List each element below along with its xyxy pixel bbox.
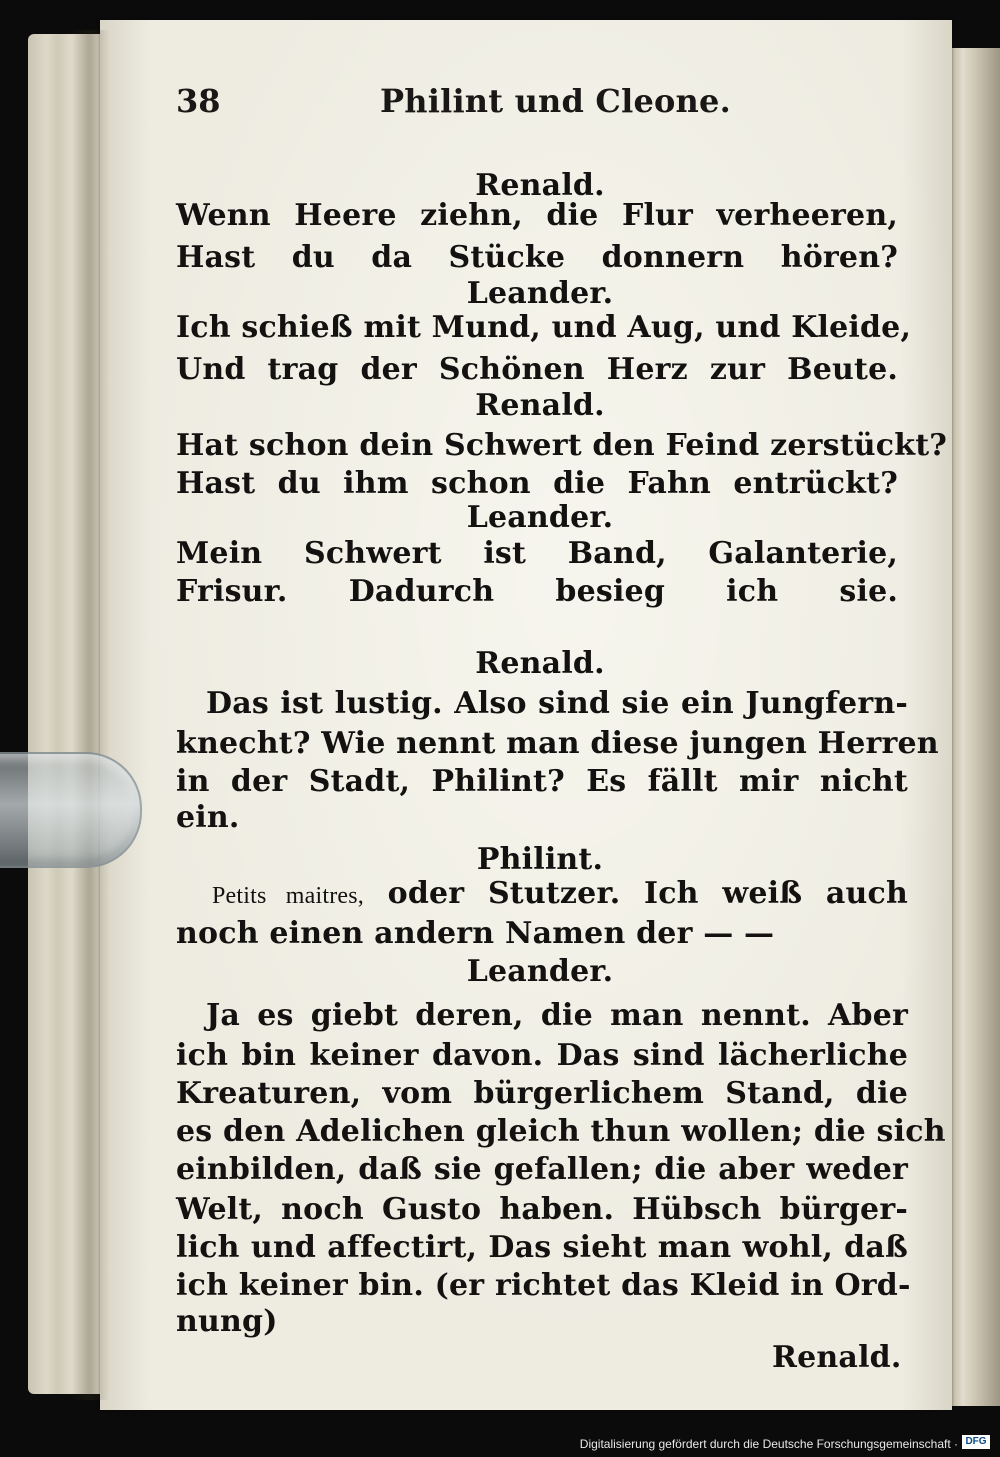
prose-line: knecht? Wie nennt man diese jungen Herren xyxy=(176,726,939,761)
prose-line: ein. xyxy=(176,800,240,835)
verse-line: Hast du da Stücke donnern hören? xyxy=(176,240,898,275)
prose-line: in der Stadt, Philint? Es fällt mir nicht xyxy=(176,764,908,799)
verse-line: Mein Schwert ist Band, Galanterie, xyxy=(176,536,898,571)
prose-line: noch einen andern Namen der — — xyxy=(176,916,775,951)
verse-line: Wenn Heere ziehn, die Flur verheeren, xyxy=(176,198,898,233)
prose-line xyxy=(212,876,908,912)
prose-line: Welt, noch Gusto haben. Hübsch bürger- xyxy=(176,1192,908,1227)
antiqua-phrase: Petits maitres, xyxy=(212,883,364,909)
funding-note: Digitalisierung gefördert durch die Deutsche Forschungsgemeinschaft · xyxy=(579,1437,958,1451)
speaker-name: Renald. xyxy=(475,388,605,423)
prose-line: ich keiner bin. (er richtet das Kleid in Ord- xyxy=(176,1268,911,1303)
speaker-name: Renald. xyxy=(475,646,605,681)
prose-line: nung) xyxy=(176,1304,278,1339)
speaker-name: Leander. xyxy=(466,500,614,535)
running-title: Philint und Cleone. xyxy=(380,82,731,120)
speaker-name: Leander. xyxy=(466,276,614,311)
speaker-name: Renald. xyxy=(475,168,605,203)
prose-line: ich bin keiner davon. Das sind lächerliche xyxy=(176,1038,908,1073)
prose-line: es den Adelichen gleich thun wollen; die sich xyxy=(176,1114,946,1149)
speaker-name: Philint. xyxy=(476,842,604,877)
prose-line: Kreaturen, vom bürgerlichem Stand, die xyxy=(176,1076,908,1111)
prose-line: Das ist lustig. Also sind sie ein Jungfern- xyxy=(206,686,908,721)
catchword: Renald. xyxy=(772,1340,902,1375)
word-space xyxy=(364,876,388,911)
verse-line: Ich schieß mit Mund, und Aug, und Kleide, xyxy=(176,310,912,345)
page-number: 38 xyxy=(176,82,221,120)
prose-line: Ja es giebt deren, die man nennt. Aber xyxy=(206,998,908,1033)
prose-line: einbilden, daß sie gefallen; die aber weder xyxy=(176,1152,908,1187)
fraktur-phrase: oder Stutzer. Ich weiß auch xyxy=(387,876,908,911)
prose-line: lich und affectirt, Das sieht man wohl, daß xyxy=(176,1230,908,1265)
verse-line: Hast du ihm schon die Fahn entrückt? xyxy=(176,466,898,501)
dfg-logo-icon: DFG xyxy=(962,1435,990,1449)
page-clip xyxy=(0,752,142,868)
verse-line: Hat schon dein Schwert den Feind zerstückt? xyxy=(176,428,948,463)
verse-line: Und trag der Schönen Herz zur Beute. xyxy=(176,352,898,387)
verse-line: Frisur. Dadurch besieg ich sie. xyxy=(176,574,898,609)
speaker-name: Leander. xyxy=(466,954,614,989)
